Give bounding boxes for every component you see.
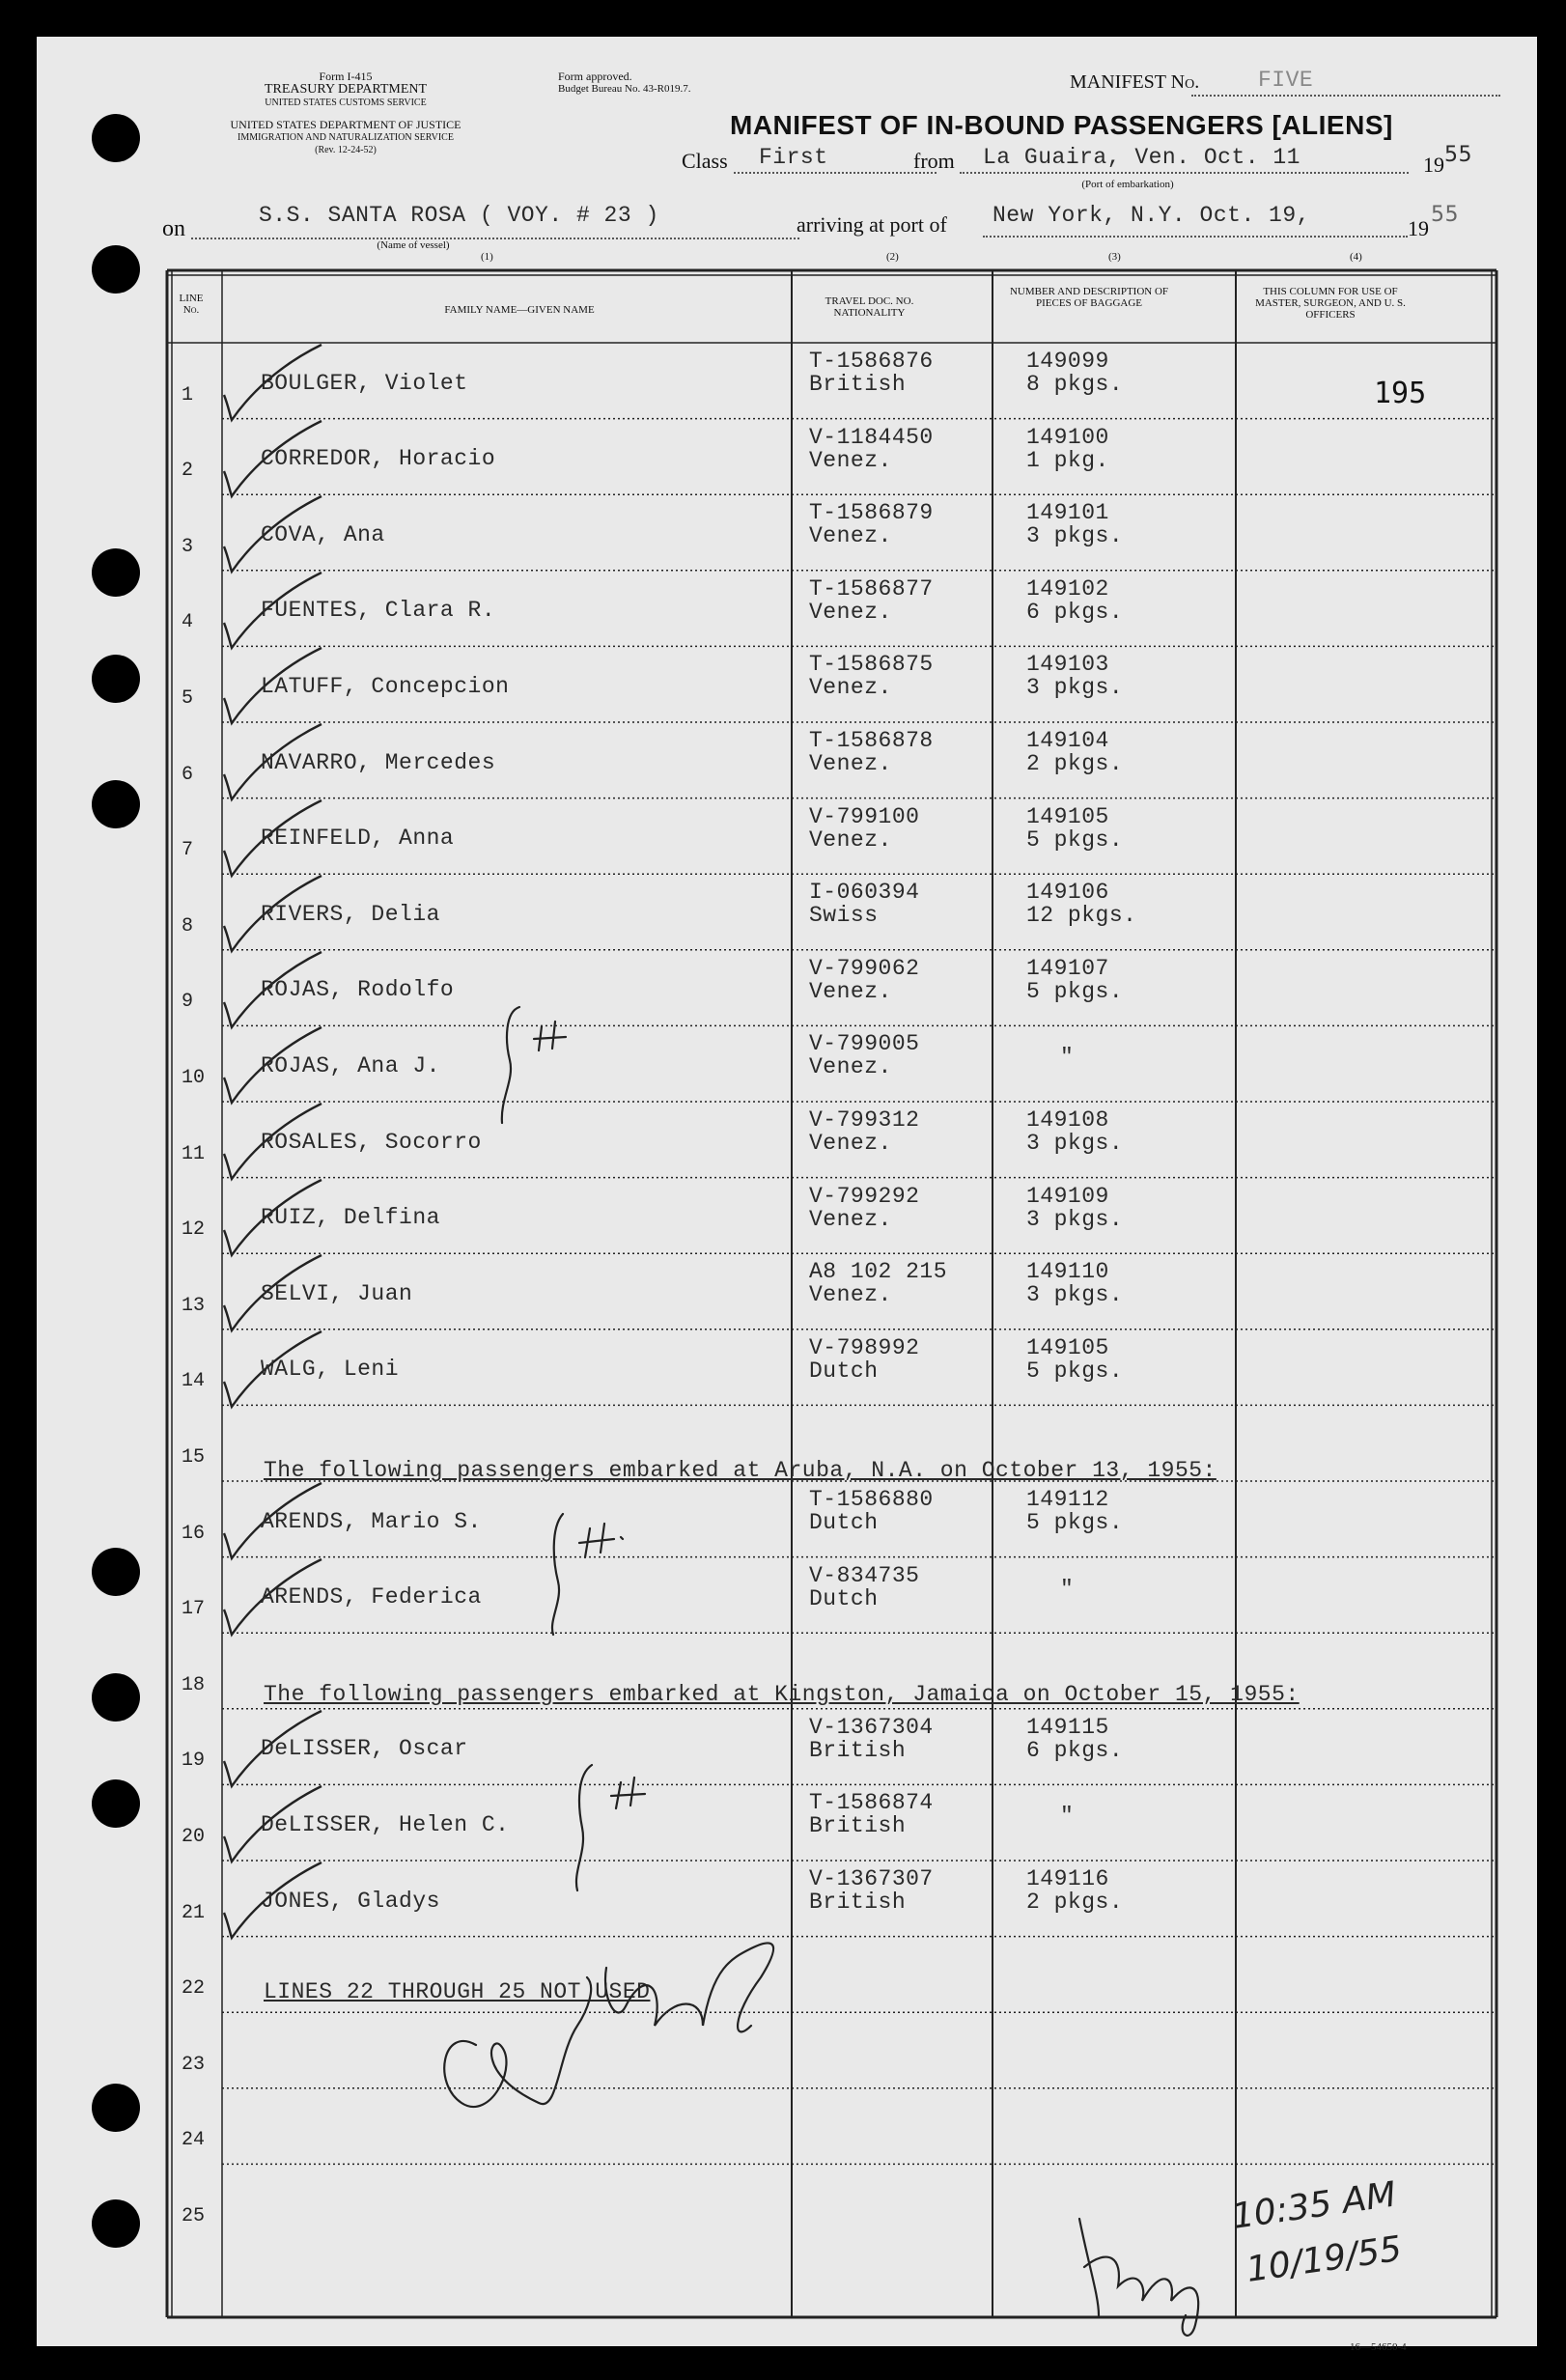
nationality: Venez.	[809, 675, 892, 701]
aruba-note: The following passengers embarked at Aruba, N.A. on October 13, 1955:	[264, 1458, 1216, 1483]
line-number: 2	[182, 460, 194, 483]
nationality: Dutch	[809, 1585, 879, 1611]
form-approved: Form approved.	[558, 70, 632, 83]
line-number: 17	[182, 1598, 206, 1621]
passenger-name: FUENTES, Clara R.	[261, 598, 496, 624]
handwritten-annotations	[37, 37, 1537, 2346]
col-header-name: FAMILY NAME—GIVEN NAME	[444, 304, 595, 316]
travel-doc-no: V-798992	[809, 1334, 920, 1360]
line-number: 16	[182, 1522, 206, 1545]
col-num-2: (2)	[886, 251, 899, 263]
travel-doc-no: T-1586880	[809, 1487, 934, 1512]
travel-doc-no: V-1367307	[809, 1866, 934, 1891]
line-number: 8	[182, 914, 194, 938]
baggage-number: 149115	[1026, 1714, 1109, 1740]
manifest-title: MANIFEST OF IN-BOUND PASSENGERS [ALIENS]	[730, 110, 1393, 140]
travel-doc-no: A8 102 215	[809, 1259, 948, 1285]
travel-doc-no: V-799100	[809, 803, 920, 829]
travel-doc-no: V-799292	[809, 1183, 920, 1209]
nationality: Venez.	[809, 523, 892, 549]
nationality: Venez.	[809, 1054, 892, 1080]
baggage-pieces: 3 pkgs.	[1026, 1131, 1124, 1156]
nationality: British	[809, 1813, 907, 1839]
on-label: on	[162, 216, 185, 241]
baggage-pieces: 3 pkgs.	[1026, 1206, 1124, 1232]
baggage-pieces: 12 pkgs.	[1026, 903, 1137, 929]
year-value-2: 55	[1431, 203, 1459, 227]
port-embarkation-caption: (Port of embarkation)	[1081, 179, 1174, 190]
line-number: 11	[182, 1142, 206, 1165]
nationality: Venez.	[809, 751, 892, 776]
passenger-name: WALG, Leni	[261, 1357, 400, 1383]
col-header-line-no: LINE No.	[179, 293, 204, 316]
baggage-pieces: 2 pkgs.	[1026, 751, 1124, 776]
handwritten-time: 10:35 AM	[1229, 2174, 1399, 2237]
baggage-pieces: 2 pkgs.	[1026, 1890, 1124, 1915]
col-header-baggage: NUMBER AND DESCRIPTION OF PIECES OF BAGGAGE	[1009, 286, 1169, 309]
baggage-number: 149100	[1026, 424, 1109, 450]
baggage-pieces: 5 pkgs.	[1026, 978, 1124, 1004]
customs-service: UNITED STATES CUSTOMS SERVICE	[265, 98, 427, 108]
line-number: 5	[182, 686, 194, 710]
nationality: Venez.	[809, 1131, 892, 1156]
baggage-pieces: 5 pkgs.	[1026, 826, 1124, 853]
line-number: 9	[182, 991, 194, 1014]
col-header-officers: THIS COLUMN FOR USE OF MASTER, SURGEON, AND U. S. OFFICERS	[1255, 286, 1406, 321]
baggage-number: "	[1060, 1576, 1075, 1602]
col-num-3: (3)	[1108, 251, 1121, 263]
year-prefix-2: 19	[1408, 216, 1429, 240]
line-number: 15	[182, 1445, 206, 1469]
baggage-number: 149103	[1026, 652, 1109, 678]
department-of-justice: UNITED STATES DEPARTMENT OF JUSTICE	[230, 118, 461, 131]
passenger-name: DeLISSER, Helen C.	[261, 1811, 510, 1837]
nationality: Venez.	[809, 1282, 892, 1308]
footer-code: 16—54650-4	[1350, 2341, 1407, 2353]
baggage-pieces: 3 pkgs.	[1026, 675, 1124, 701]
line-number: 6	[182, 763, 194, 786]
col-num-1: (1)	[481, 251, 493, 263]
line-number: 3	[182, 535, 194, 558]
manifest-no-label: MANIFEST No.	[1070, 71, 1200, 93]
passenger-name: COVA, Ana	[261, 521, 385, 547]
baggage-number: 149106	[1026, 880, 1109, 906]
col-header-travel-doc: TRAVEL DOC. NO. NATIONALITY	[825, 295, 914, 319]
line-number: 20	[182, 1825, 206, 1848]
baggage-pieces: 5 pkgs.	[1026, 1510, 1124, 1535]
travel-doc-no: T-1586875	[809, 652, 934, 678]
line-number: 1	[182, 383, 194, 406]
baggage-number: 149107	[1026, 955, 1109, 981]
travel-doc-no: V-799062	[809, 955, 920, 981]
passenger-name: CORREDOR, Horacio	[261, 446, 496, 472]
treasury-department: TREASURY DEPARTMENT	[264, 82, 428, 97]
nationality: British	[809, 372, 907, 397]
line-number: 14	[182, 1370, 206, 1393]
budget-bureau: Budget Bureau No. 43-R019.7.	[558, 83, 691, 95]
baggage-number: 149105	[1026, 803, 1109, 829]
baggage-number: 149109	[1026, 1183, 1109, 1209]
line-number: 4	[182, 611, 194, 634]
baggage-pieces: 3 pkgs.	[1026, 1282, 1124, 1308]
line-number: 21	[182, 1901, 206, 1924]
travel-doc-no: T-1586874	[809, 1790, 934, 1816]
vessel-caption: (Name of vessel)	[377, 239, 450, 251]
baggage-number: 149116	[1026, 1866, 1109, 1891]
passenger-name: ARENDS, Federica	[261, 1584, 482, 1610]
baggage-pieces: 5 pkgs.	[1026, 1358, 1124, 1384]
revision-date: (Rev. 12-24-52)	[315, 145, 377, 155]
passenger-name: RUIZ, Delfina	[261, 1205, 440, 1231]
nationality: British	[809, 1890, 907, 1915]
line-number: 13	[182, 1294, 206, 1317]
baggage-number: 149099	[1026, 349, 1109, 374]
passenger-name: SELVI, Juan	[261, 1280, 413, 1306]
line-number: 24	[182, 2129, 206, 2152]
nationality: Swiss	[809, 903, 879, 929]
nationality: Dutch	[809, 1510, 879, 1535]
travel-doc-no: V-1367304	[809, 1714, 934, 1740]
baggage-number: 149105	[1026, 1334, 1109, 1360]
passenger-name: LATUFF, Concepcion	[261, 673, 510, 699]
line-number: 18	[182, 1673, 206, 1696]
vessel-name: S.S. SANTA ROSA ( VOY. # 23 )	[259, 203, 659, 228]
passenger-name: ROJAS, Rodolfo	[261, 977, 455, 1003]
nationality: Venez.	[809, 1206, 892, 1232]
line-number: 22	[182, 1977, 206, 2001]
from-label: from	[913, 149, 955, 173]
nationality: Venez.	[809, 826, 892, 853]
class-value: First	[759, 145, 828, 170]
passenger-name: DeLISSER, Oscar	[261, 1736, 468, 1762]
line-number: 19	[182, 1750, 206, 1773]
form-number: Form I-415	[319, 70, 373, 83]
travel-doc-no: I-060394	[809, 880, 920, 906]
unused-lines-note: LINES 22 THROUGH 25 NOT USED	[264, 1979, 651, 2004]
nationality: British	[809, 1737, 907, 1763]
officer-number: 195	[1374, 377, 1427, 410]
baggage-pieces: 6 pkgs.	[1026, 1737, 1124, 1763]
baggage-number: 149102	[1026, 575, 1109, 602]
baggage-number: "	[1060, 1045, 1075, 1071]
line-number: 23	[182, 2053, 206, 2076]
passenger-name: BOULGER, Violet	[261, 370, 468, 396]
travel-doc-no: V-799005	[809, 1031, 920, 1057]
from-value: La Guaira, Ven. Oct. 11	[983, 145, 1300, 170]
line-number: 10	[182, 1066, 206, 1089]
passenger-name: ROJAS, Ana J.	[261, 1052, 440, 1078]
immigration-service: IMMIGRATION AND NATURALIZATION SERVICE	[238, 132, 454, 143]
line-number: 12	[182, 1218, 206, 1242]
class-label: Class	[682, 149, 728, 173]
handwritten-date: 10/19/55	[1244, 2228, 1405, 2290]
nationality: Dutch	[809, 1358, 879, 1384]
baggage-number: 149110	[1026, 1259, 1109, 1285]
baggage-number: 149104	[1026, 728, 1109, 753]
travel-doc-no: V-1184450	[809, 424, 934, 450]
baggage-pieces: 1 pkg.	[1026, 447, 1109, 473]
nationality: Venez.	[809, 599, 892, 625]
passenger-name: RIVERS, Delia	[261, 901, 440, 927]
manifest-page	[37, 37, 1537, 2353]
travel-doc-no: T-1586879	[809, 500, 934, 526]
col-num-4: (4)	[1350, 251, 1362, 263]
year-value: 55	[1444, 143, 1472, 167]
baggage-number: 149108	[1026, 1107, 1109, 1133]
kingston-note: The following passengers embarked at Kingston, Jamaica on October 15, 1955:	[264, 1682, 1300, 1707]
travel-doc-no: T-1586877	[809, 575, 934, 602]
nationality: Venez.	[809, 978, 892, 1004]
passenger-name: ARENDS, Mario S.	[261, 1508, 482, 1534]
passenger-name: NAVARRO, Mercedes	[261, 749, 496, 775]
passenger-name: REINFELD, Anna	[261, 826, 455, 852]
travel-doc-no: T-1586876	[809, 349, 934, 374]
baggage-number: "	[1060, 1804, 1075, 1830]
travel-doc-no: V-834735	[809, 1562, 920, 1588]
travel-doc-no: V-799312	[809, 1107, 920, 1133]
baggage-pieces: 8 pkgs.	[1026, 372, 1124, 397]
baggage-pieces: 3 pkgs.	[1026, 523, 1124, 549]
baggage-pieces: 6 pkgs.	[1026, 599, 1124, 625]
arrival-port-date: New York, N.Y. Oct. 19,	[993, 203, 1310, 228]
nationality: Venez.	[809, 447, 892, 473]
baggage-number: 149112	[1026, 1487, 1109, 1512]
line-number: 7	[182, 839, 194, 862]
arriving-label: arriving at port of	[797, 212, 947, 237]
baggage-number: 149101	[1026, 500, 1109, 526]
year-prefix: 19	[1423, 153, 1444, 177]
passenger-name: JONES, Gladys	[261, 1888, 440, 1914]
travel-doc-no: T-1586878	[809, 728, 934, 753]
manifest-no-value: FIVE	[1258, 68, 1314, 93]
passenger-name: ROSALES, Socorro	[261, 1129, 482, 1155]
line-number: 25	[182, 2204, 206, 2227]
